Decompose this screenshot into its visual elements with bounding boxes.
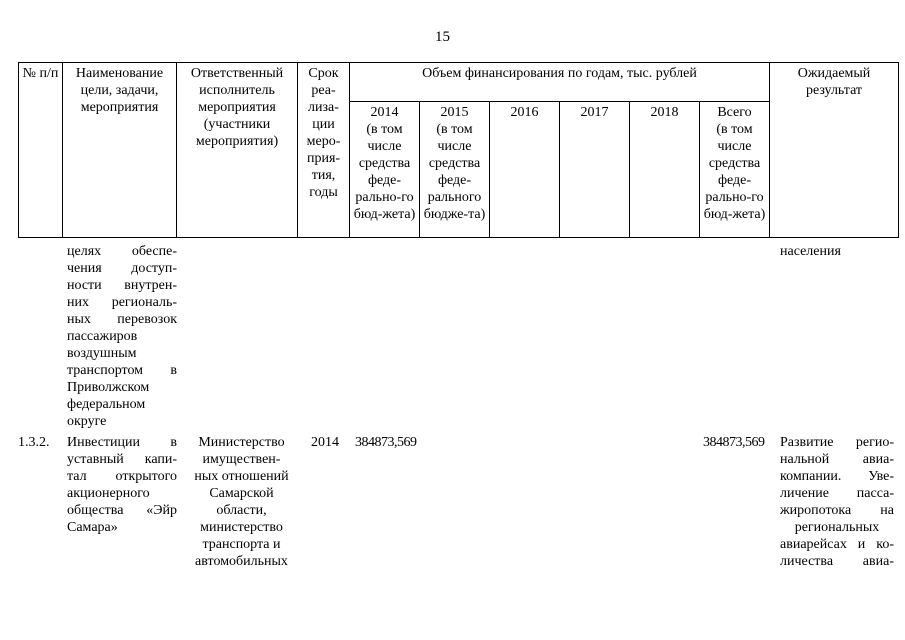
col-num-header: № п/п [19, 63, 63, 238]
year-total-header: Всего (в том числе средства феде-рально-го бюд-жета) [700, 102, 770, 238]
year-2014-header: 2014 (в том числе средства феде-рально-го бюд-жета) [350, 102, 420, 238]
row-executor: Министерство имуществен- ных отношений Самарской области, министерство транспорта и автомобильных [194, 435, 289, 569]
table-header [18, 62, 899, 238]
year-2015-header: 2015 (в том числе средства феде-рального бюдже-та) [420, 102, 490, 238]
year-2016-header: 2016 [490, 102, 560, 238]
row-number: 1.3.2. [18, 435, 50, 450]
row-name: Инвестиции в уставный капи- тал открытого акционерного общества «Эйр Самара» [67, 435, 177, 535]
row-result: Развитие регио- нальной авиа- компании. Уве- личение пасса- жиропотока на региональных авиарейсах и ко- личества авиа- [780, 435, 894, 569]
row-term: 2014 [311, 435, 339, 450]
row-amount-2014: 384873,569 [355, 435, 417, 450]
col-result-header: Ожидаемый результат [770, 63, 899, 238]
row-amount-total: 384873,569 [703, 435, 765, 450]
col-executor-header: Ответственный исполнитель мероприятия (участники мероприятия) [177, 63, 298, 238]
continuation-name: целях обеспе- чения доступ- ности внутрен- них региональ- ных перевозок пассажиров воздушным транспортом в Приволжском федеральном округе [67, 244, 177, 429]
page-number: 15 [435, 29, 450, 45]
col-name-header: Наименование цели, задачи, мероприятия [63, 63, 177, 238]
col-funding-header: Объем финансирования по годам, тыс. рублей [350, 63, 770, 102]
col-term-header: Срок реа-лиза-ции меро-прия-тия, годы [298, 63, 350, 238]
year-2018-header: 2018 [630, 102, 700, 238]
continuation-result: населения [780, 244, 841, 259]
year-2017-header: 2017 [560, 102, 630, 238]
